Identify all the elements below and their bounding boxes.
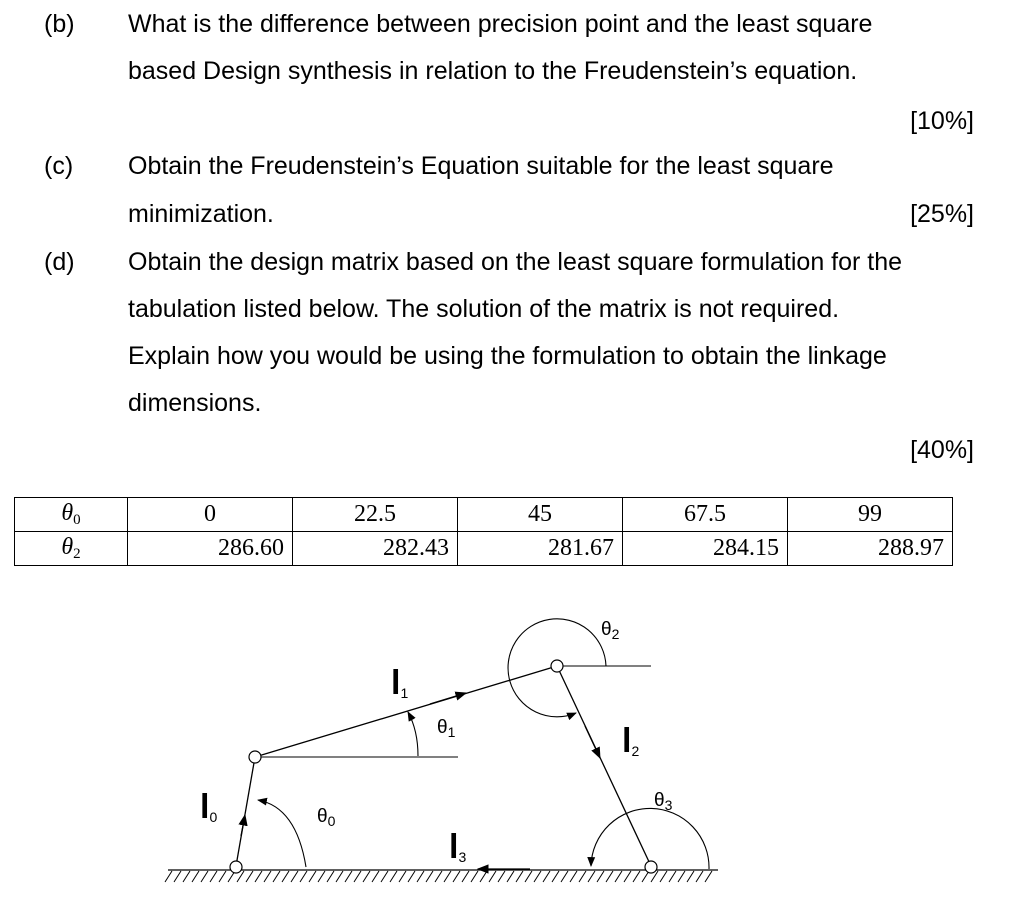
ground-hatch-mark bbox=[606, 871, 613, 882]
ground-hatch-mark bbox=[165, 871, 172, 882]
ground-hatch-mark bbox=[183, 871, 190, 882]
question-c-label: (c) bbox=[44, 152, 74, 180]
ground-hatch-mark bbox=[507, 871, 514, 882]
ground-hatch-mark bbox=[705, 871, 712, 882]
ground-hatch-mark bbox=[525, 871, 532, 882]
ground-hatch-mark bbox=[489, 871, 496, 882]
ground-hatch-mark bbox=[444, 871, 451, 882]
ground-hatch-mark bbox=[588, 871, 595, 882]
ground-hatch-mark bbox=[579, 871, 586, 882]
table-cell: 288.97 bbox=[788, 532, 953, 566]
ground-hatch-mark bbox=[246, 871, 253, 882]
ground bbox=[165, 870, 718, 882]
ground-hatch-mark bbox=[390, 871, 397, 882]
question-b-line-2: based Design synthesis in relation to the Freudenstein’s equation. bbox=[128, 57, 858, 85]
ground-hatch-mark bbox=[534, 871, 541, 882]
question-d-mark: [40%] bbox=[910, 436, 974, 464]
label-l1: l1 bbox=[391, 664, 409, 702]
ground-hatch-mark bbox=[624, 871, 631, 882]
ground-hatch-mark bbox=[399, 871, 406, 882]
ground-hatch-mark bbox=[669, 871, 676, 882]
ground-hatch-mark bbox=[552, 871, 559, 882]
ground-pivot-right bbox=[645, 861, 657, 873]
ground-hatch-mark bbox=[282, 871, 289, 882]
ground-hatch-mark bbox=[498, 871, 505, 882]
ground-hatch-mark bbox=[561, 871, 568, 882]
ground-hatch-mark bbox=[696, 871, 703, 882]
label-theta3: $\theta_3$ bbox=[654, 790, 673, 813]
question-d-line-3: Explain how you would be using the formulation to obtain the linkage bbox=[128, 342, 887, 370]
ground-hatch-mark bbox=[219, 871, 226, 882]
ground-hatch-mark bbox=[336, 871, 343, 882]
ground-hatch-mark bbox=[462, 871, 469, 882]
table-cell: 22.5 bbox=[293, 498, 458, 532]
label-theta0: $\theta_0$ bbox=[317, 806, 336, 829]
ground-hatch-mark bbox=[318, 871, 325, 882]
theta3-arc bbox=[591, 808, 709, 869]
ground-hatch-mark bbox=[201, 871, 208, 882]
question-c-line-2: minimization. bbox=[128, 200, 274, 228]
ground-hatch-mark bbox=[345, 871, 352, 882]
question-b-mark: [10%] bbox=[910, 107, 974, 135]
table-cell: 67.5 bbox=[623, 498, 788, 532]
label-l3: l3 bbox=[449, 828, 467, 866]
link-l2 bbox=[557, 666, 651, 866]
ground-hatch-mark bbox=[309, 871, 316, 882]
theta0-header: $\theta_0$ bbox=[15, 498, 128, 532]
ground-hatch-mark bbox=[570, 871, 577, 882]
ground-hatch-mark bbox=[687, 871, 694, 882]
ground-hatch-mark bbox=[354, 871, 361, 882]
question-d-line-1: Obtain the design matrix based on the least square formulation for the bbox=[128, 248, 903, 276]
ground-hatch-mark bbox=[327, 871, 334, 882]
question-c-line-1: Obtain the Freudenstein’s Equation suitable for the least square bbox=[128, 152, 834, 180]
link-l0 bbox=[236, 757, 255, 866]
question-d-line-4: dimensions. bbox=[128, 389, 262, 417]
table-cell: 281.67 bbox=[458, 532, 623, 566]
ground-hatch-mark bbox=[417, 871, 424, 882]
ground-hatch-mark bbox=[660, 871, 667, 882]
ground-hatch-mark bbox=[372, 871, 379, 882]
theta1-arc bbox=[408, 712, 418, 756]
table-cell: 284.15 bbox=[623, 532, 788, 566]
ground-hatch-mark bbox=[435, 871, 442, 882]
joint-b bbox=[551, 660, 563, 672]
question-b-line-1: What is the difference between precision point and the least square bbox=[128, 10, 873, 38]
ground-hatch-mark bbox=[255, 871, 262, 882]
ground-hatch-mark bbox=[192, 871, 199, 882]
question-b-label: (b) bbox=[44, 10, 75, 38]
question-d-line-2: tabulation listed below. The solution of the matrix is not required. bbox=[128, 295, 840, 323]
ground-hatch-mark bbox=[471, 871, 478, 882]
table-cell: 0 bbox=[128, 498, 293, 532]
ground-hatch-mark bbox=[543, 871, 550, 882]
ground-hatch-mark bbox=[174, 871, 181, 882]
question-d-label: (d) bbox=[44, 248, 75, 276]
ground-hatch-mark bbox=[597, 871, 604, 882]
table-cell: 282.43 bbox=[293, 532, 458, 566]
ground-hatch-mark bbox=[453, 871, 460, 882]
joint-a bbox=[249, 751, 261, 763]
ground-hatch-mark bbox=[363, 871, 370, 882]
link-l1 bbox=[255, 666, 557, 757]
ground-hatch-mark bbox=[516, 871, 523, 882]
label-theta2: $\theta_2$ bbox=[601, 619, 620, 642]
label-l0: l0 bbox=[200, 788, 218, 826]
table-cell: 99 bbox=[788, 498, 953, 532]
ground-hatch-mark bbox=[678, 871, 685, 882]
ground-hatch-mark bbox=[633, 871, 640, 882]
ground-hatch-mark bbox=[480, 871, 487, 882]
ground-pivot-left bbox=[230, 861, 242, 873]
theta0-arc bbox=[258, 800, 306, 867]
ground-hatch-mark bbox=[426, 871, 433, 882]
ground-hatch-mark bbox=[300, 871, 307, 882]
ground-hatch-mark bbox=[408, 871, 415, 882]
ground-hatch-mark bbox=[273, 871, 280, 882]
table-cell: 286.60 bbox=[128, 532, 293, 566]
theta2-header: $\theta_2$ bbox=[15, 532, 128, 566]
ground-hatch-mark bbox=[210, 871, 217, 882]
label-theta1: $\theta_1$ bbox=[437, 717, 456, 740]
ground-hatch-mark bbox=[291, 871, 298, 882]
table-cell: 45 bbox=[458, 498, 623, 532]
ground-hatch-mark bbox=[381, 871, 388, 882]
ground-hatch-mark bbox=[264, 871, 271, 882]
ground-hatch-mark bbox=[615, 871, 622, 882]
label-l2: l2 bbox=[622, 722, 640, 760]
question-c-mark: [25%] bbox=[910, 200, 974, 228]
